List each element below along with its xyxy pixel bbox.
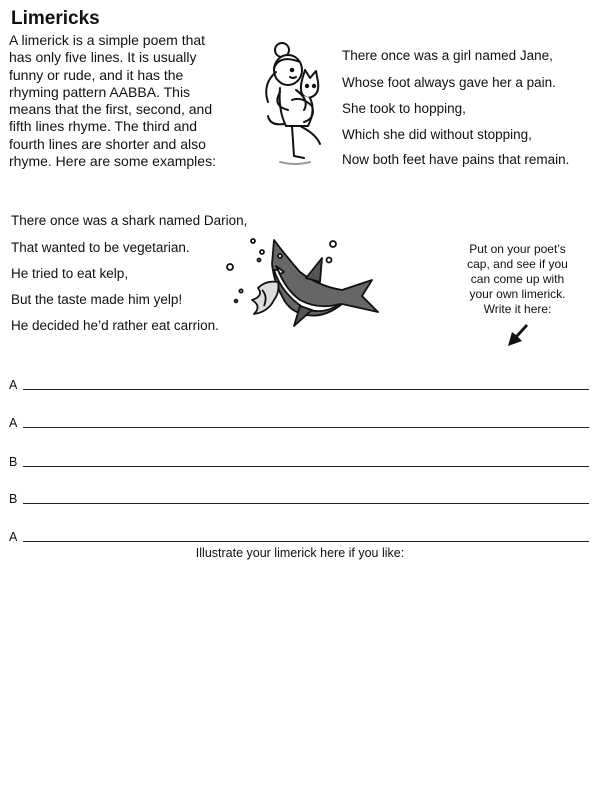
poem-line: Whose foot always gave her a pain. [342, 75, 556, 90]
poem-line: There once was a girl named Jane, [342, 48, 553, 63]
poem-line: He tried to eat kelp, [11, 266, 129, 281]
prompt-line: cap, and see if you [467, 257, 568, 271]
writing-line-3[interactable] [9, 449, 589, 469]
intro-line: rhyming pattern AABBA. This [9, 83, 191, 100]
limerick-jane [342, 48, 592, 178]
illustrate-label: Illustrate your limerick here if you like: [195, 546, 405, 560]
writing-line-4[interactable] [9, 486, 589, 506]
rhyme-label: A [9, 416, 18, 430]
intro-line: funny or rude, and it has the [9, 66, 184, 83]
intro-line: A limerick is a simple poem that [9, 32, 206, 48]
intro-line: rhyme. Here are some examples: [9, 153, 216, 170]
intro-paragraph [9, 32, 249, 170]
page-title: Limericks [11, 8, 100, 29]
intro-line: fourth lines are shorter and also [9, 135, 206, 152]
poem-line: But the taste made him yelp! [11, 292, 183, 307]
write-rule [23, 503, 589, 504]
write-rule [23, 389, 589, 390]
girl-holding-cat-illustration [250, 40, 340, 170]
poem-line: Which she did without stopping, [342, 127, 532, 142]
poem-line: That wanted to be vegetarian. [11, 240, 190, 255]
writing-line-5[interactable] [9, 524, 589, 544]
rhyme-label: B [9, 492, 18, 506]
write-rule [23, 466, 589, 467]
shark-illustration [222, 230, 382, 330]
poem-line: He decided he’d rather eat carrion. [11, 318, 219, 333]
rhyme-label: A [9, 530, 18, 544]
rhyme-label: B [9, 455, 18, 469]
prompt-line: can come up with [470, 272, 565, 286]
write-rule [23, 427, 589, 428]
intro-line: has only five lines. It is usually [9, 49, 197, 66]
writing-line-2[interactable] [9, 410, 589, 430]
poem-line: Now both feet have pains that remain. [342, 152, 570, 167]
prompt-line: Put on your poet’s [469, 242, 566, 256]
poem-line: There once was a shark named Darion, [11, 213, 248, 228]
writing-prompt [455, 242, 580, 317]
poem-line: She took to hopping, [342, 101, 466, 116]
prompt-line: your own limerick. [469, 287, 566, 301]
intro-line: means that the first, second, and [9, 101, 213, 118]
prompt-line: Write it here: [483, 302, 552, 316]
writing-line-1[interactable] [9, 372, 589, 392]
arrow-down-left-icon [505, 322, 531, 350]
write-rule [23, 541, 589, 542]
intro-line: fifth lines rhyme. The third and [9, 118, 198, 135]
rhyme-label: A [9, 378, 18, 392]
